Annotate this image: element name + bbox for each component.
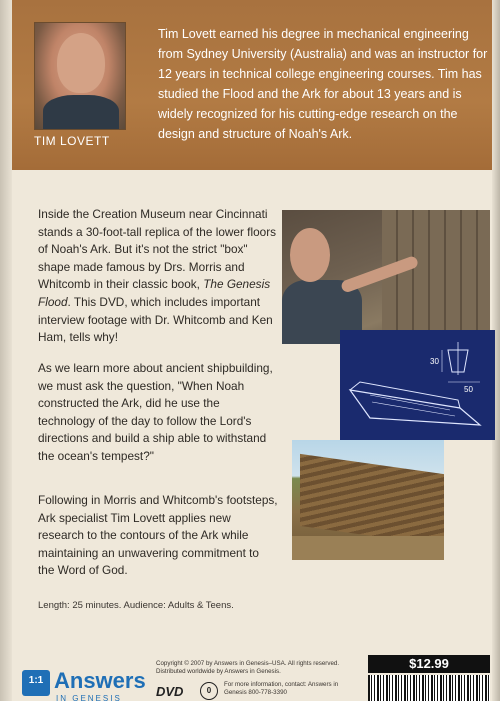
case-edge-left (0, 0, 12, 701)
dimension-width-label: 50 (464, 385, 473, 394)
price-tag: $12.99 (368, 655, 490, 673)
barcode (368, 675, 490, 701)
copyright-notice: Copyright © 2007 by Answers in Genesis–USA. All rights reserved. Distributed worldwide by Answers in Genesis. (156, 660, 340, 675)
author-photo (34, 22, 126, 130)
book-title: The Genesis Flood (38, 277, 271, 309)
presenter-photo (282, 210, 490, 344)
author-name: TIM LOVETT (34, 134, 110, 148)
description-paragraph-2: As we learn more about ancient shipbuilding, we must ask the question, "When Noah constructed the Ark, did he use the technology of the day to follow the Lord's directions and build a ship able to withstand the ocean's tempest?" (38, 361, 273, 463)
publisher-logo-text: Answers (54, 668, 146, 693)
dvd-logo: DVD (156, 684, 184, 699)
description-paragraph-1: Inside the Creation Museum near Cincinnati stands a 30-foot-tall replica of the lower floors of Noah's Ark. But it's not the strict "box" shape made famous by Drs. Morris and Whitcomb in their classic book, The Genesis Flood. This DVD, which includes important interview footage with Dr. Whitcomb and Ken Ham, tells why! (38, 207, 277, 345)
author-bio: Tim Lovett earned his degree in mechanical engineering from Sydney University (Australia) and was an instructor for 12 years in technical college engineering courses. Tim has studied the Flood and the Ark for about 13 years and is widely recognized for his cutting-edge research on the design and structure of Noah's Ark. (158, 27, 488, 141)
dimension-height-label: 30 (430, 357, 439, 366)
ark-replica-photo (292, 440, 444, 560)
length-audience: Length: 25 minutes. Audience: Adults & Teens. (38, 600, 234, 611)
publisher-logo-sub: IN GENESIS (56, 694, 122, 701)
publisher-logo-badge: 1:1 (22, 670, 50, 696)
contact-info: For more information, contact: Answers in Genesis 800-778-3390 (224, 681, 339, 696)
region-rating-icon: 0 (200, 682, 218, 700)
ark-blueprint-image (340, 330, 495, 440)
description-paragraph-3: Following in Morris and Whitcomb's footsteps, Ark specialist Tim Lovett applies new research to the contours of the Ark while maintaining an unwavering commitment to the Word of God. (38, 493, 278, 578)
